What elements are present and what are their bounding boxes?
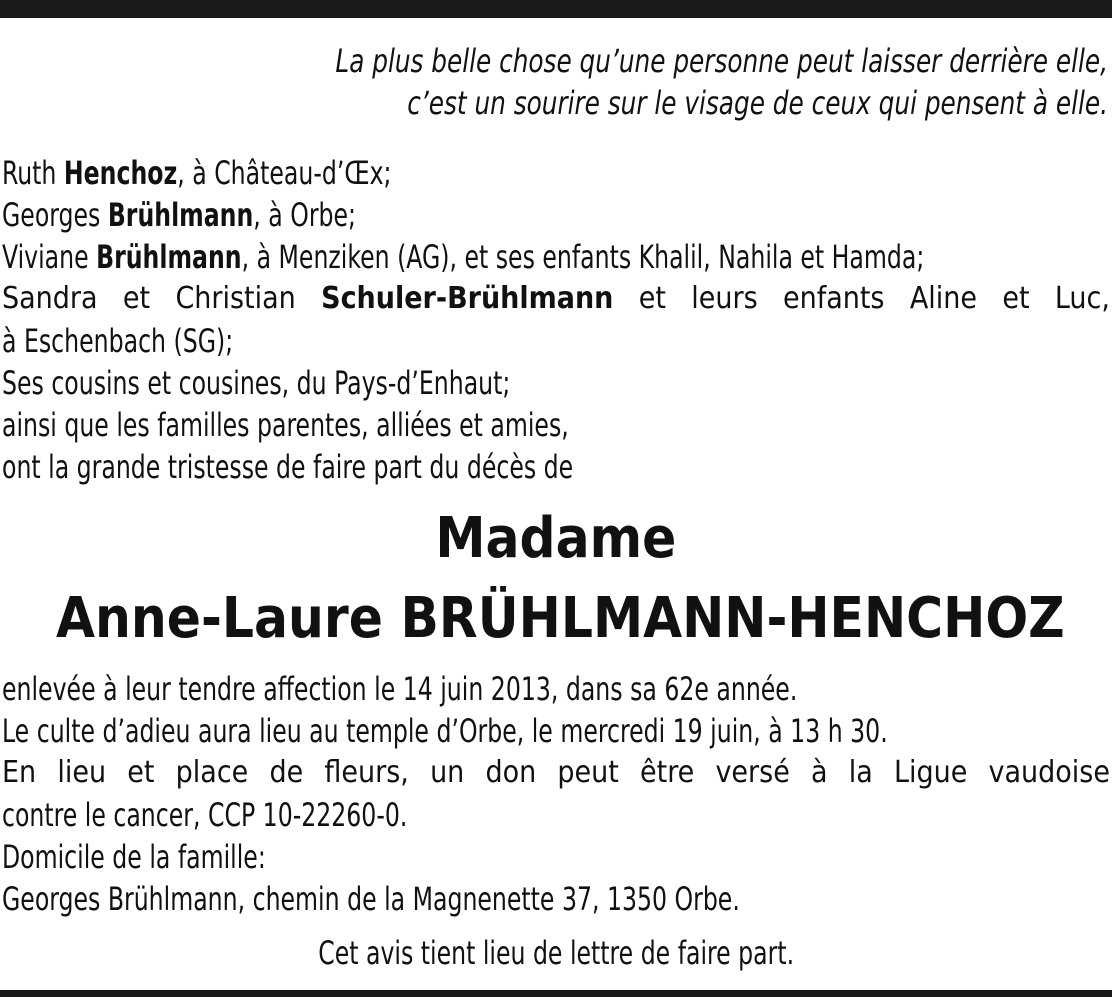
details-l6-text: Georges Brühlmann, chemin de la Magnenette 37, 1350 Orbe. — [2, 880, 740, 918]
family-line-6 — [2, 362, 1110, 404]
epigraph-quote — [162, 40, 1108, 124]
family-line-5 — [2, 320, 1110, 362]
deceased-name-text: Anne-Laure BRÜHLMANN-HENCHOZ — [56, 586, 1065, 651]
details-l1-text: enlevée à leur tendre affection le 14 juin 2013, dans sa 62e année. — [2, 670, 798, 708]
footer-note — [0, 932, 1112, 974]
family-l4-word: enfants — [783, 281, 885, 316]
family-l2-place: , à Orbe; — [253, 196, 357, 234]
family-l1-place: , à Château-d’Œx; — [177, 154, 392, 192]
family-line-3 — [2, 236, 1110, 278]
details-line-5 — [2, 836, 1110, 878]
details-line-4 — [2, 794, 1110, 836]
family-l3-surname: Brühlmann — [96, 238, 242, 276]
details-line-3 — [2, 752, 1110, 794]
family-l4-word: et — [638, 281, 666, 316]
family-line-1 — [2, 152, 1110, 194]
family-l4-word: Sandra — [2, 281, 98, 316]
details-l3-word: place — [175, 755, 249, 790]
family-l4-word: leurs — [691, 281, 758, 316]
family-l4-word: Luc, — [1054, 281, 1110, 316]
family-l8-text: ont la grande tristesse de faire part du décès de — [2, 448, 574, 486]
quote-line-2: c’est un sourire sur le visage de ceux qui pensent à elle. — [407, 84, 1109, 122]
family-l4-word: Aline — [909, 281, 978, 316]
details-l3-word: En — [2, 755, 37, 790]
family-l7-text: ainsi que les familles parentes, alliées et amies, — [2, 406, 569, 444]
family-l1-first: Ruth — [2, 154, 64, 192]
details-l3-word: peut — [557, 755, 619, 790]
details-line-6 — [2, 878, 1110, 920]
family-l2-surname: Brühlmann — [107, 196, 254, 234]
details-l3-word: à — [811, 755, 828, 790]
details-l3-word: être — [640, 755, 695, 790]
details-line-2 — [2, 710, 1110, 752]
details-l3-word: fleurs, — [324, 755, 409, 790]
family-l2-first: Georges — [2, 196, 108, 234]
bottom-rule — [0, 990, 1112, 997]
family-l5-text: à Eschenbach (SG); — [2, 322, 234, 360]
family-line-2 — [2, 194, 1110, 236]
family-l4-surname: Schuler-Brühlmann — [321, 281, 614, 316]
details-l2-text: Le culte d’adieu aura lieu au temple d’Orbe, le mercredi 19 juin, à 13 h 30. — [2, 712, 888, 750]
family-list — [2, 152, 1110, 488]
family-l4-word: et — [1002, 281, 1030, 316]
service-details — [2, 668, 1110, 920]
family-l1-surname: Henchoz — [63, 154, 178, 192]
details-l4-text: contre le cancer, CCP 10-22260-0. — [2, 796, 408, 834]
details-l3-word: versé — [715, 755, 790, 790]
family-line-4 — [2, 278, 1110, 320]
family-l3-first: Viviane — [2, 238, 97, 276]
details-line-1 — [2, 668, 1110, 710]
details-l3-word: un — [430, 755, 465, 790]
details-l3-word: don — [485, 755, 537, 790]
quote-line-1: La plus belle chose qu’une personne peut laisser derrière elle, — [335, 42, 1108, 80]
family-l6-text: Ses cousins et cousines, du Pays-d’Enhaut; — [2, 364, 511, 402]
details-l3-word: la — [848, 755, 873, 790]
deceased-title-text: Madame — [435, 506, 677, 571]
family-line-8 — [2, 446, 1110, 488]
family-l3-place: , à Menziken (AG), et ses enfants Khalil, Nahila et Hamda; — [241, 238, 925, 276]
details-l3-word: vaudoise — [988, 755, 1110, 790]
family-l4-word: et — [122, 281, 151, 316]
details-l3-word: Ligue — [893, 755, 968, 790]
family-l4-word: Christian — [175, 281, 296, 316]
deceased-title — [0, 506, 1112, 572]
details-l3-word: lieu — [57, 755, 107, 790]
details-l3-word: et — [127, 755, 155, 790]
details-l5-text: Domicile de la famille: — [2, 838, 266, 876]
top-rule — [0, 0, 1112, 18]
family-line-7 — [2, 404, 1110, 446]
footer-note-text: Cet avis tient lieu de lettre de faire part. — [318, 934, 794, 972]
details-l3-word: de — [269, 755, 304, 790]
deceased-name — [0, 586, 1112, 652]
